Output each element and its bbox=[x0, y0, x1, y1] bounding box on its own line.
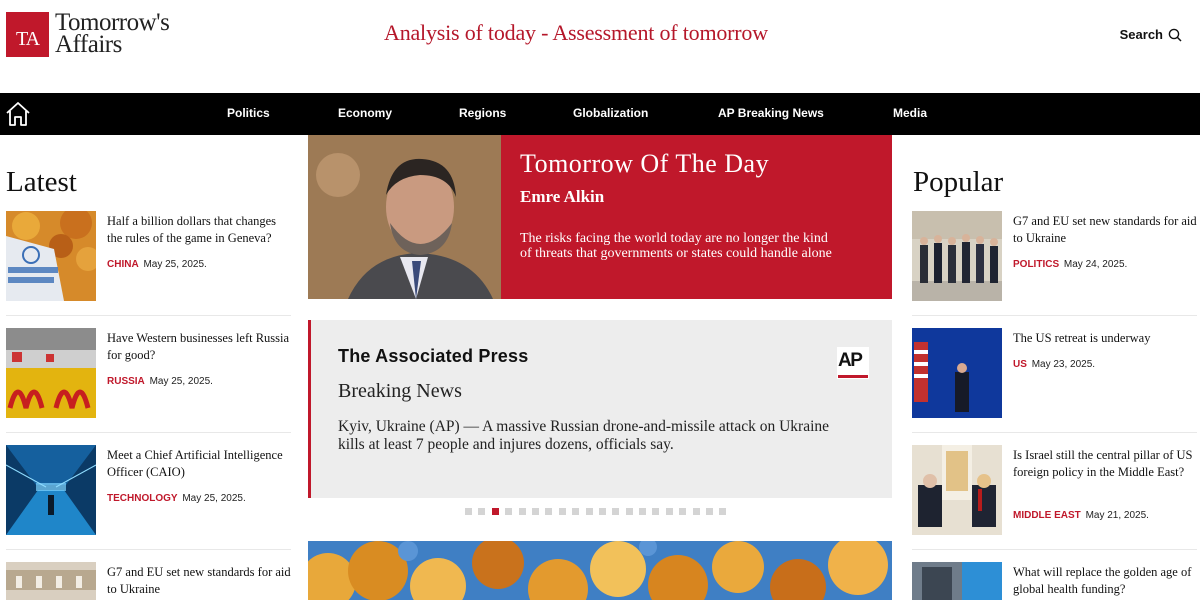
carousel-dot[interactable] bbox=[719, 508, 726, 515]
story-title[interactable]: Is Israel still the central pillar of US foreign policy in the Middle East? bbox=[1013, 448, 1193, 479]
carousel-dot[interactable] bbox=[559, 508, 566, 515]
home-icon[interactable] bbox=[4, 101, 32, 127]
story-thumbnail[interactable] bbox=[912, 445, 1002, 535]
story-meta bbox=[107, 259, 207, 270]
popular-story[interactable] bbox=[912, 445, 1197, 550]
story-thumbnail[interactable] bbox=[6, 562, 96, 600]
carousel-dot[interactable] bbox=[706, 508, 713, 515]
carousel-dot[interactable] bbox=[519, 508, 526, 515]
feature-title[interactable]: Tomorrow Of The Day bbox=[520, 149, 770, 178]
carousel-dot[interactable] bbox=[572, 508, 579, 515]
search-icon bbox=[1168, 28, 1182, 42]
carousel-dot[interactable] bbox=[612, 508, 619, 515]
popular-heading: Popular bbox=[913, 166, 1004, 198]
ap-card-subtitle: Breaking News bbox=[338, 380, 462, 402]
ap-news-card[interactable] bbox=[308, 320, 892, 498]
logo-mark: TA bbox=[6, 12, 49, 57]
story-title[interactable]: Have Western businesses left Russia for good? bbox=[107, 331, 290, 362]
search-label: Search bbox=[1119, 27, 1163, 42]
logo-text bbox=[55, 9, 170, 58]
site-logo[interactable] bbox=[6, 9, 170, 58]
carousel-dot[interactable] bbox=[626, 508, 633, 515]
story-thumbnail[interactable] bbox=[6, 328, 96, 418]
story-category[interactable]: POLITICS bbox=[1013, 259, 1060, 270]
latest-story[interactable] bbox=[6, 211, 291, 316]
carousel-dot[interactable] bbox=[652, 508, 659, 515]
nav-item-globalization[interactable]: Globalization bbox=[573, 106, 649, 120]
latest-story[interactable] bbox=[6, 328, 291, 433]
nav-item-media[interactable]: Media bbox=[893, 106, 928, 120]
ap-logo-underline bbox=[838, 375, 868, 378]
carousel-dot[interactable] bbox=[545, 508, 552, 515]
feature-card[interactable] bbox=[308, 135, 892, 299]
carousel-dot[interactable] bbox=[666, 508, 673, 515]
feature-excerpt: The risks facing the world today are no longer the kind of threats that governments or states could handle alone bbox=[520, 231, 832, 261]
carousel-dot[interactable] bbox=[465, 508, 472, 515]
popular-story[interactable] bbox=[912, 328, 1197, 433]
ap-logo bbox=[837, 347, 869, 379]
popular-story[interactable] bbox=[912, 211, 1197, 316]
carousel-dot[interactable] bbox=[532, 508, 539, 515]
story-thumbnail[interactable] bbox=[6, 211, 96, 301]
carousel-dot[interactable] bbox=[599, 508, 606, 515]
carousel-dots bbox=[465, 508, 733, 515]
story-category[interactable]: RUSSIA bbox=[107, 376, 145, 387]
site-tagline: Analysis of today - Assessment of tomorrow bbox=[384, 20, 768, 45]
popular-story[interactable] bbox=[912, 562, 1197, 600]
ap-logo-text: AP bbox=[838, 350, 862, 371]
nav-item-economy[interactable]: Economy bbox=[338, 106, 393, 120]
story-meta bbox=[1013, 259, 1127, 270]
story-category[interactable]: MIDDLE EAST bbox=[1013, 510, 1081, 521]
latest-heading: Latest bbox=[6, 166, 77, 198]
latest-story[interactable] bbox=[6, 445, 291, 550]
carousel-dot[interactable] bbox=[586, 508, 593, 515]
story-title[interactable]: Meet a Chief Artificial Intelligence Officer (CAIO) bbox=[107, 448, 283, 479]
story-date: May 25, 2025. bbox=[149, 376, 213, 387]
latest-story[interactable] bbox=[6, 562, 291, 600]
carousel-dot[interactable] bbox=[505, 508, 512, 515]
story-thumbnail[interactable] bbox=[912, 562, 1002, 600]
logo-line-2: Affairs bbox=[55, 31, 122, 58]
site-header bbox=[0, 0, 1200, 93]
story-thumbnail[interactable] bbox=[6, 445, 96, 535]
feature-photo[interactable] bbox=[308, 135, 501, 299]
carousel-dot[interactable] bbox=[693, 508, 700, 515]
story-date: May 25, 2025. bbox=[143, 259, 207, 270]
ap-card-title: The Associated Press bbox=[338, 346, 529, 366]
story-category[interactable]: US bbox=[1013, 359, 1027, 370]
story-title[interactable]: G7 and EU set new standards for aid to Ukraine bbox=[107, 565, 291, 596]
story-thumbnail[interactable] bbox=[912, 211, 1002, 301]
carousel-dot[interactable] bbox=[478, 508, 485, 515]
bottom-feature-photo[interactable] bbox=[308, 541, 892, 600]
story-date: May 21, 2025. bbox=[1085, 510, 1149, 521]
carousel-dot[interactable] bbox=[679, 508, 686, 515]
nav-item-politics[interactable]: Politics bbox=[227, 106, 270, 120]
story-date: May 24, 2025. bbox=[1063, 259, 1128, 270]
main-nav bbox=[0, 93, 1200, 135]
story-date: May 25, 2025. bbox=[182, 493, 246, 504]
story-thumbnail[interactable] bbox=[912, 328, 1002, 418]
nav-item-regions[interactable]: Regions bbox=[459, 106, 507, 120]
search-button[interactable] bbox=[1120, 27, 1182, 42]
story-date: May 23, 2025. bbox=[1031, 359, 1096, 370]
story-title[interactable]: Half a billion dollars that changes the rules of the game in Geneva? bbox=[107, 214, 277, 245]
story-category[interactable]: TECHNOLOGY bbox=[107, 493, 178, 504]
story-meta bbox=[107, 376, 213, 387]
story-meta bbox=[1013, 510, 1149, 521]
ap-card-text[interactable]: Kyiv, Ukraine (AP) — A massive Russian drone-and-missile attack on Ukraine kills at least 7 people and injures dozens, officials say. bbox=[338, 418, 830, 453]
story-title[interactable]: What will replace the golden age of global health funding? bbox=[1013, 565, 1192, 596]
story-meta bbox=[107, 493, 246, 504]
nav-item-ap-breaking-news[interactable]: AP Breaking News bbox=[718, 106, 824, 120]
story-title[interactable]: G7 and EU set new standards for aid to Ukraine bbox=[1013, 214, 1197, 245]
carousel-dot[interactable] bbox=[639, 508, 646, 515]
logo-line-1: Tomorrow's bbox=[55, 9, 170, 36]
story-title[interactable]: The US retreat is underway bbox=[1013, 331, 1151, 345]
story-meta bbox=[1013, 359, 1095, 370]
carousel-dot[interactable] bbox=[492, 508, 499, 515]
story-category[interactable]: CHINA bbox=[107, 259, 139, 270]
feature-author[interactable]: Emre Alkin bbox=[520, 187, 605, 206]
